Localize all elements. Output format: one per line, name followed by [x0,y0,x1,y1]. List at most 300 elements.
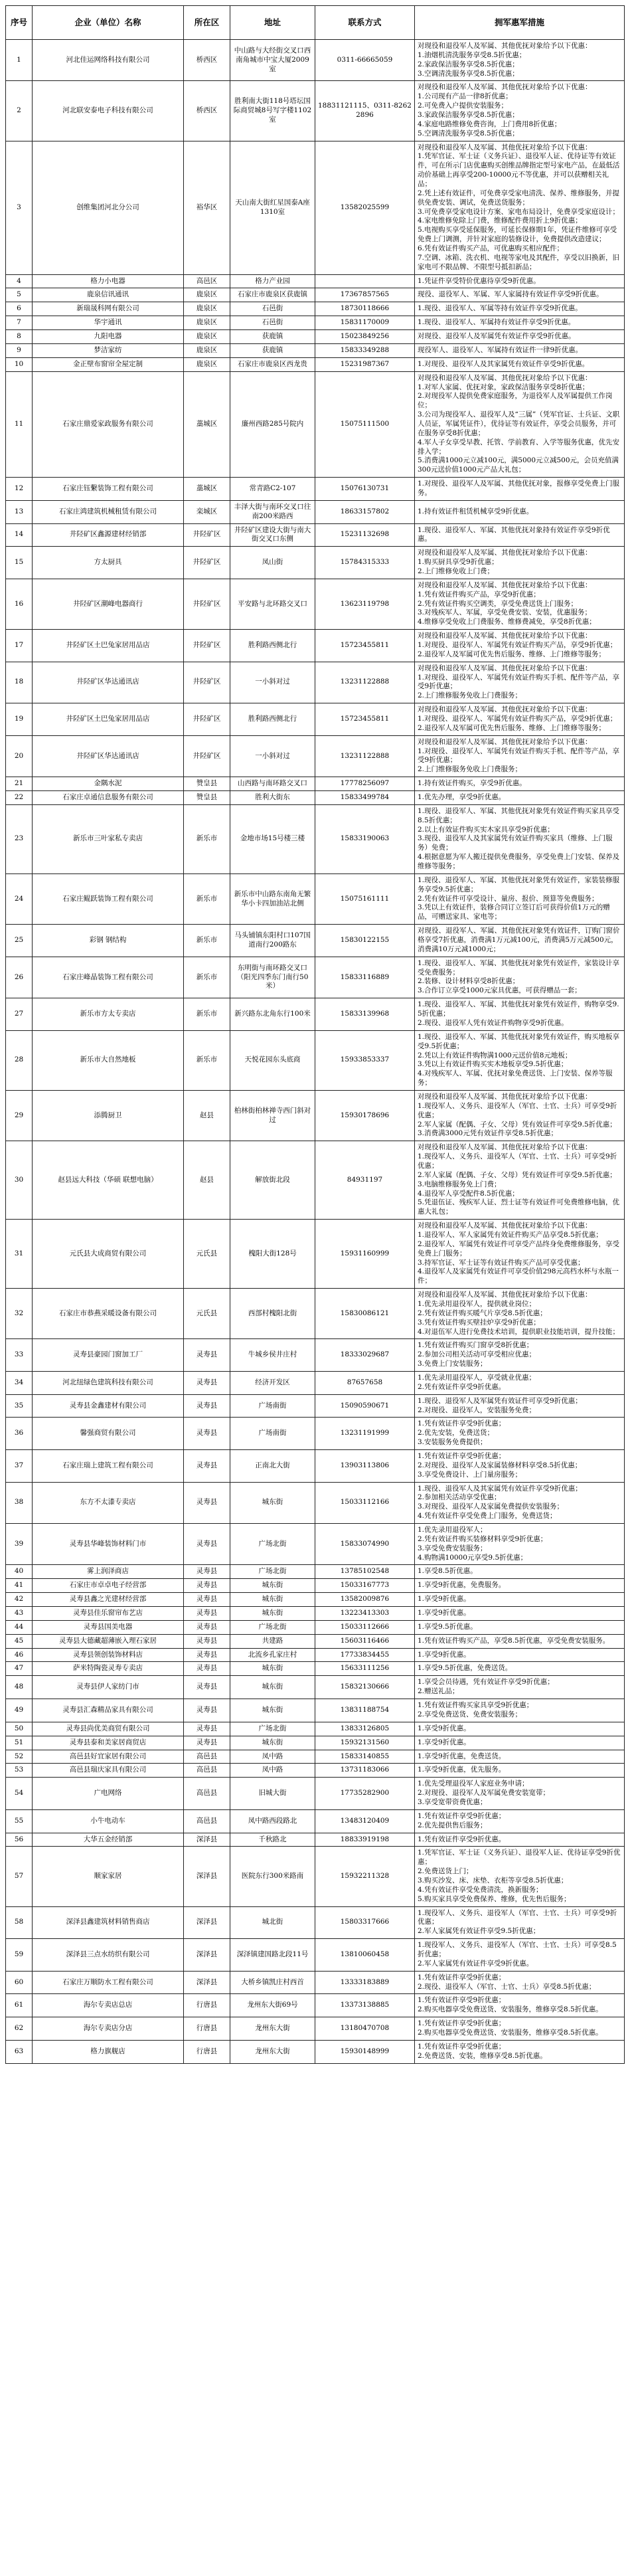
measures-cell: 1.享受9折优惠。 [415,1736,625,1750]
district-cell: 赵县 [184,1090,230,1141]
district-cell: 深泽县 [184,1906,230,1939]
address-cell: 龙州东大街69号 [230,1994,315,2017]
address-cell: 中山路与大经街交叉口西南角城市中宝大厦2009室 [230,40,315,81]
table-row [6,330,625,344]
address-cell: 胜利路西侧北行 [230,630,315,662]
table-row [6,1607,625,1621]
measures-cell: 对现役和退役军人及军属、其他优抚对象给予以下优惠： 1.对现役、退役军人、军属凭有效证件购买产品，享受9折优惠； 2.退役军人及军属可优先售后服务、维修、上门维修等服务； [415,703,625,736]
measures-cell: 现役、退役军人、军属、军人家属持有效证件享受9折优惠。 [415,288,625,302]
district-cell: 灵寿县 [184,1482,230,1523]
measures-cell: 1.现役、退役军人及军属凭有效证件可享受9折优惠； 2.对现役、退役军人，安装服务免费； [415,1394,625,1418]
measures-cell: 1.持有效证件租赁机械享受9折优惠。 [415,500,625,523]
contact-cell: 84931197 [315,1141,415,1220]
measures-cell: 1.现役、退役军人、军属等持有效证件享受9折优惠。 [415,302,625,316]
contact-cell: 13623119798 [315,579,415,629]
enterprise-cell: 海尔专卖店总店 [33,1994,184,2017]
address-cell: 城东街 [230,1699,315,1722]
enterprise-cell: 井陉矿区华达通讯店 [33,735,184,777]
measures-cell: 1.凭军官证、军士证（义务兵证）、退役军人证、优待证享受9折优惠； 2.免费送货上门； 3.购买沙发、床、床垫、衣柜等享受8.5折优惠； 4.凭有效证件享受免费清洗，换新服务； 5.购买家具享受免费保养、维修，优先售后服务； [415,1847,625,1906]
address-cell: 胜利大街东 [230,791,315,805]
serial-cell: 42 [6,1593,33,1607]
serial-cell: 15 [6,547,33,579]
enterprise-cell: 石家庄卓通信息服务有限公司 [33,791,184,805]
address-cell: 获鹿镇 [230,343,315,357]
enterprise-cell: 高邑县好宜家居有限公司 [33,1750,184,1764]
contact-cell: 15033167773 [315,1579,415,1593]
measures-cell: 1.凭有效证件享受9折优惠； 2.购买电器享受免费送货、安装服务，维修享受8.5折优惠。 [415,1994,625,2017]
measures-cell: 1.持有效证件购买，享受9折优惠。 [415,777,625,791]
serial-cell: 37 [6,1450,33,1483]
measures-cell: 1.现役、退役军人、军属、其他优抚对象持有效证件享受9折优惠。 [415,523,625,547]
address-cell: 解放街北段 [230,1141,315,1220]
address-cell: 广场北街 [230,1722,315,1736]
table-row [6,874,625,924]
district-cell: 井陉矿区 [184,630,230,662]
measures-cell: 对现役和退役军人及军属、其他优抚对象给予以下优惠： 1.对军人家属、优抚对象，家政保洁服务享受8折优惠； 2.对现役军人提供免费家庭服务，为退役军人及军属提供工作岗位； 3.公司为现役军人、退役军人及“三属”（凭军官证、士兵证、文职人员证，军属凭证件），优待证等有效证件，享受会员服务，并可在服务享受8折优惠； 4.军人子女享受早教、托管、学前教育、入学等服务优惠，优先安排入学； 5.消费满1000元立减100元，满5000元立减500元，会员充值满300元送价值1000元产品大礼包； [415,371,625,477]
address-cell: 城东街 [230,1662,315,1676]
enterprise-cell: 石家庄钰繫装饰工程有限公司 [33,478,184,501]
serial-cell: 28 [6,1030,33,1090]
measures-cell: 1.凭有效证件购买门窗享受8折优惠； 2.参加公司相关活动可享受相应优惠； 3.免费上门安装服务； [415,1339,625,1372]
enterprise-cell: 新乐市三叶家私专卖店 [33,804,184,874]
measures-cell: 1.现役军人、义务兵、退役军人（军官、士官、士兵）可享受9折优惠； 2.军人家属凭有效证件享受9.5折优惠； [415,1906,625,1939]
address-cell: 城东街 [230,1676,315,1699]
contact-cell: 15833140855 [315,1750,415,1764]
table-row [6,302,625,316]
district-cell: 行唐县 [184,2017,230,2041]
serial-cell: 59 [6,1939,33,1972]
header-address: 地址 [230,6,315,40]
district-cell: 新乐市 [184,998,230,1031]
measures-cell: 1.现役、退役军人、军属、其他优抚对象凭有效证件，家装设计享受免费服务； 2.装修、设计材料享受8折优惠； 3.合作订立享受1000元家具优惠，可获得赠品一套； [415,957,625,998]
table-row [6,1593,625,1607]
serial-cell: 22 [6,791,33,805]
address-cell: 马头铺镇东阳村口107国道南行200路东 [230,925,315,957]
serial-cell: 50 [6,1722,33,1736]
serial-cell: 56 [6,1833,33,1847]
district-cell: 新乐市 [184,957,230,998]
table-row [6,1394,625,1418]
address-cell: 牛城乡侯井庄村 [230,1339,315,1372]
enterprise-cell: 灵寿县泰和美家居商贸店 [33,1736,184,1750]
address-cell: 天悦花园东头底商 [230,1030,315,1090]
table-row [6,1418,625,1450]
table-row [6,478,625,501]
serial-cell: 6 [6,302,33,316]
address-cell: 深泽镇建国路北段11号 [230,1939,315,1972]
table-row [6,777,625,791]
contact-cell: 13231191999 [315,1418,415,1450]
address-cell: 广场北街 [230,1565,315,1579]
measures-cell: 对现役和退役军人及军属、其他优抚对象给予以下优惠： 1.公司现有产品一律8折优惠； 2.可免费入户提供安装服务； 3.家政保洁服务享受8.5折优惠； 4.家庭电路维修免费咨询，上门费用8折优惠； 5.空调清洗服务享受8.5折优惠； [415,81,625,141]
header-row [6,6,625,40]
contact-cell: 18333029687 [315,1339,415,1372]
measures-cell: 1.享受9折优惠，免费送货。 [415,1750,625,1764]
contact-cell: 15833349288 [315,343,415,357]
measures-cell: 对现役和退役军人及军属、其他优抚对象给予以下优惠： 1.现役军人、义务兵、退役军人（军官、士官、士兵）可享受9折优惠； 2.军人家属（配偶、子女、父母）凭有效证件可享受9.5折优惠； 3.消费满3000元凭有效证件享受8.5折优惠； [415,1090,625,1141]
contact-cell: 15023849256 [315,330,415,344]
address-cell: 石邑街 [230,316,315,330]
contact-cell: 13785102548 [315,1565,415,1579]
measures-cell: 对现役、退役军人、军属、其他优抚对象凭有效证件，订购门窗价格享受7折优惠，消费满1万元减100元，消费满5万元减500元，消费满10万元减1000元； [415,925,625,957]
serial-cell: 36 [6,1418,33,1450]
enterprise-cell: 元氏县大成商贸有限公司 [33,1220,184,1289]
measures-cell: 1.凭有效证件享受9折优惠； 2.优先提供售后服务； [415,1809,625,1833]
serial-cell: 33 [6,1339,33,1372]
address-cell: 城东街 [230,1607,315,1621]
district-cell: 鹿泉区 [184,330,230,344]
table-row [6,343,625,357]
enterprise-cell: 馨强商贸有限公司 [33,1418,184,1450]
table-row [6,1450,625,1483]
table-row [6,703,625,736]
measures-cell: 现役军人、退役军人、军属持有效证件一律9折优惠。 [415,343,625,357]
enterprise-cell: 灵寿县伊人家纺门市 [33,1676,184,1699]
serial-cell: 20 [6,735,33,777]
address-cell: 广场南街 [230,1418,315,1450]
enterprise-cell: 新乐市方太专卖店 [33,998,184,1031]
table-row [6,1764,625,1778]
district-cell: 井陉矿区 [184,547,230,579]
address-cell: 石家庄市鹿泉区西龙贵 [230,357,315,371]
serial-cell: 18 [6,662,33,703]
address-cell: 大桥乡镇凯庄村西首 [230,1971,315,1994]
enterprise-cell: 河北纽绿色建筑科技有限公司 [33,1372,184,1395]
measures-cell: 1.享受9折优惠，免费服务。 [415,1579,625,1593]
serial-cell: 60 [6,1971,33,1994]
address-cell: 平安路与北环路交叉口 [230,579,315,629]
table-row [6,1750,625,1764]
contact-cell: 13223413303 [315,1607,415,1621]
address-cell: 凤中路 [230,1764,315,1778]
address-cell: 丰泽大街与南环交叉口往南200米路西 [230,500,315,523]
contact-cell: 15830122155 [315,925,415,957]
enterprise-cell: 金正壁布窗帘全屋定制 [33,357,184,371]
measures-cell: 1.享受9.5折优惠，免费送货。 [415,1662,625,1676]
address-cell: 广场北街 [230,1524,315,1565]
address-cell: 槐阳大街128号 [230,1220,315,1289]
address-cell: 格力产业园 [230,274,315,288]
district-cell: 灵寿县 [184,1736,230,1750]
enterprise-cell: 石家庄峰晶装饰工程有限公司 [33,957,184,998]
measures-cell: 1.享受9折优惠。 [415,1648,625,1662]
measures-cell: 1.享受9折优惠。 [415,1593,625,1607]
table-row [6,1482,625,1523]
measures-cell: 1.对现役、退役军人及其家属凭有效证件享受9折优惠。 [415,357,625,371]
address-cell: 城东街 [230,1579,315,1593]
contact-cell: 13483120409 [315,1809,415,1833]
table-row [6,1833,625,1847]
table-row [6,547,625,579]
serial-cell: 24 [6,874,33,924]
serial-cell: 23 [6,804,33,874]
table-row [6,1699,625,1722]
address-cell: 新乐市中山路东南角无繁华小卡四加油站北侧 [230,874,315,924]
enterprise-cell: 赵县远大科技（华硕 联想电脑） [33,1141,184,1220]
district-cell: 新乐市 [184,804,230,874]
table-body [6,40,625,2064]
contact-cell: 15930178696 [315,1090,415,1141]
measures-cell: 对现役和退役军人及军属、其他优抚对象给予以下优惠： 1.对现役、退役军人、军属凭有效证件购买手机、配件等产品，享受9折优惠； 2.上门维修服务免收上门费服务； [415,735,625,777]
serial-cell: 31 [6,1220,33,1289]
serial-cell: 13 [6,500,33,523]
contact-cell: 15933853337 [315,1030,415,1090]
enterprise-cell: 小牛电动车 [33,1809,184,1833]
district-cell: 灵寿县 [184,1565,230,1579]
table-row [6,1634,625,1648]
address-cell: 龙州东大街 [230,2017,315,2041]
measures-cell: 1.享受9.5折优惠。 [415,1620,625,1634]
contact-cell: 15090590671 [315,1394,415,1418]
table-row [6,1372,625,1395]
serial-cell: 43 [6,1607,33,1621]
enterprise-cell: 井陉矿区鑫源建材经销部 [33,523,184,547]
contact-cell: 15033112166 [315,1482,415,1523]
measures-cell: 1.优先受理退役军人家庭业务申请； 2.对现役、退役军人及军属免费安装宽带； 3.享受宽带资费优惠； [415,1778,625,1810]
serial-cell: 46 [6,1648,33,1662]
serial-cell: 10 [6,357,33,371]
district-cell: 灵寿县 [184,1722,230,1736]
enterprise-cell: 灵寿县华峰装饰材料门市 [33,1524,184,1565]
serial-cell: 26 [6,957,33,998]
address-cell: 凤山街 [230,547,315,579]
district-cell: 灵寿县 [184,1593,230,1607]
contact-cell: 13833126805 [315,1722,415,1736]
table-row [6,957,625,998]
contact-cell: 15831170009 [315,316,415,330]
address-cell: 北流乡孔家庄村 [230,1648,315,1662]
address-cell: 井陉矿区建设大街与南大街交叉口东侧 [230,523,315,547]
address-cell: 城东街 [230,1482,315,1523]
enterprise-cell: 广电网络 [33,1778,184,1810]
serial-cell: 38 [6,1482,33,1523]
serial-cell: 12 [6,478,33,501]
district-cell: 灵寿县 [184,1607,230,1621]
serial-cell: 9 [6,343,33,357]
enterprise-cell: 井陉矿区华达通讯店 [33,662,184,703]
table-row [6,1676,625,1699]
district-cell: 行唐县 [184,1994,230,2017]
serial-cell: 21 [6,777,33,791]
enterprise-cell: 海尔专卖店分店 [33,2017,184,2041]
district-cell: 井陉矿区 [184,523,230,547]
district-cell: 深泽县 [184,1971,230,1994]
serial-cell: 61 [6,1994,33,2017]
measures-cell: 对现役和退役军人及军属、其他优抚对象给予以下优惠： 1.对现役、退役军人、军属凭有效证件购买产品，享受9折优惠； 2.退役军人及军属可优先售后服务、维修、上门维修等服务； [415,630,625,662]
serial-cell: 41 [6,1579,33,1593]
measures-cell: 1.对现役、退役军人及军属、其他优抚对象，报修享受免费上门服务。 [415,478,625,501]
district-cell: 灵寿县 [184,1699,230,1722]
table-row [6,1971,625,1994]
serial-cell: 62 [6,2017,33,2041]
enterprise-cell: 方太厨具 [33,547,184,579]
enterprise-cell: 石家庄市恭燕采暖设备有限公司 [33,1289,184,1339]
serial-cell: 44 [6,1620,33,1634]
measures-cell: 1.凭有效证件享受9折优惠； 2.优先安装，免费送货； 3.安装服务免费提供； [415,1418,625,1450]
district-cell: 灵寿县 [184,1634,230,1648]
address-cell: 广场南街 [230,1394,315,1418]
district-cell: 灵寿县 [184,1579,230,1593]
district-cell: 新乐市 [184,1030,230,1090]
district-cell: 灵寿县 [184,1450,230,1483]
district-cell: 灵寿县 [184,1394,230,1418]
table-row [6,1722,625,1736]
district-cell: 深泽县 [184,1939,230,1972]
serial-cell: 32 [6,1289,33,1339]
address-cell: 天山南大街红星国泰A座1310室 [230,141,315,274]
table-row [6,1994,625,2017]
address-cell: 获鹿镇 [230,330,315,344]
address-cell: 凤中路 [230,1750,315,1764]
address-cell: 柏林街柏林禅寺西门斜对过 [230,1090,315,1141]
contact-cell: 13180470708 [315,2017,415,2041]
measures-cell: 1.现役、退役军人、军属、其他优抚对象凭有效证件，购买地板享受9.5折优惠； 2.凭以上有效证件购物满1000元送价值8元地板； 3.凭以上有效证件购买实木地板享受9.5折优惠； 4.对残疾军人、军属、优抚对象免费送货、上门安装、保养等服务； [415,1030,625,1090]
district-cell: 鹿泉区 [184,302,230,316]
serial-cell: 51 [6,1736,33,1750]
table-row [6,1736,625,1750]
contact-cell: 13373138885 [315,1994,415,2017]
measures-cell: 1.凭有效证件购买产品，享受8.5折优惠，享受免费安装服务。 [415,1634,625,1648]
contact-cell [315,274,415,288]
measures-cell: 1.优先录用退役军人； 2.凭有效证件购买装修材料享受9折优惠； 3.享受免费安装服务； 4.购物满10000元享受9.5折优惠； [415,1524,625,1565]
table-row [6,274,625,288]
table-row [6,288,625,302]
serial-cell: 5 [6,288,33,302]
table-row [6,925,625,957]
district-cell: 灵寿县 [184,1648,230,1662]
measures-cell: 1.凭有效证件享受9折优惠； 2.购买电器享受免费送货、安装服务，维修享受8.5折优惠。 [415,2017,625,2041]
contact-cell: 15784315333 [315,547,415,579]
measures-cell: 1.享受9折优惠。 [415,1607,625,1621]
contact-cell: 15033112666 [315,1620,415,1634]
serial-cell: 49 [6,1699,33,1722]
enterprise-cell: 灵寿县尚优美商贸有限公司 [33,1722,184,1736]
district-cell: 藁城区 [184,478,230,501]
contact-cell: 17778256097 [315,777,415,791]
measures-cell: 对现役、退役军人及军属凭有效证件享受9折优惠。 [415,330,625,344]
address-cell: 一小斜对过 [230,735,315,777]
district-cell: 桥西区 [184,81,230,141]
measures-cell: 1.现役军人、义务兵、退役军人（军官、士官、士兵）可享受8.5折优惠； 2.军人家属凭有效证件享受9折优惠。 [415,1939,625,1972]
address-cell: 城东街 [230,1736,315,1750]
header-serial: 序号 [6,6,33,40]
address-cell: 广场北街 [230,1620,315,1634]
contact-cell: 13582009876 [315,1593,415,1607]
table-row [6,1648,625,1662]
table-row [6,1778,625,1810]
address-cell: 常青路C2-107 [230,478,315,501]
district-cell: 高邑县 [184,1750,230,1764]
enterprise-cell: 灵寿县大德藏超薄嵌入理石家居 [33,1634,184,1648]
measures-cell: 1.优先办理，享受9折优惠。 [415,791,625,805]
enterprise-cell: 东方不太漆专卖店 [33,1482,184,1523]
page [5,5,625,2064]
serial-cell: 47 [6,1662,33,1676]
serial-cell: 19 [6,703,33,736]
contact-cell: 18833919198 [315,1833,415,1847]
table-row [6,735,625,777]
contact-cell: 15231987367 [315,357,415,371]
table-row [6,804,625,874]
table-row [6,500,625,523]
enterprise-cell: 深泽县三点水纺织有限公司 [33,1939,184,1972]
address-cell: 龙州东大街 [230,2040,315,2063]
header-enterprise: 企业（单位）名称 [33,6,184,40]
serial-cell: 4 [6,274,33,288]
enterprise-cell: 新瑞晟科网有限公司 [33,302,184,316]
address-cell: 东明街与南环路交叉口（阳光四季东门南行50米） [230,957,315,998]
address-cell: 新兴路东北角东行100米 [230,998,315,1031]
contact-cell: 18633157802 [315,500,415,523]
contact-cell: 15932131560 [315,1736,415,1750]
district-cell: 赞皇县 [184,777,230,791]
serial-cell: 55 [6,1809,33,1833]
enterprise-cell: 新乐市大自然地板 [33,1030,184,1090]
measures-cell: 对现役和退役军人及军属、其他优抚对象给予以下优惠： 1.退役军人、军人家属凭有效证件购买产品享受8.5折优惠； 2.退役军人、军属凭有效证件可享受产品终身免费维修服务，享受免费上门服务； 3.持军官证、军士证等有效证件购买产品可享受优惠； 4.退役军人及家属凭有效证件可享受价值298元高档水杯与水瓶一件； [415,1220,625,1289]
enterprise-cell: 顺家家居 [33,1847,184,1906]
serial-cell: 25 [6,925,33,957]
district-cell: 灵寿县 [184,1676,230,1699]
measures-cell: 对现役和退役军人及军属、其他优抚对象给予以下优惠： 1.凭军官证、军士证（义务兵证）、退役军人证、优待证等有效证件，可在所示门店优惠购买创维品牌指定型号家电产品，在最低活动价基础上再享受200-10000元不等优惠，并可以获赠相关礼品； 2.凭上述有效证件，可免费享受家电清洗、保养、维修服务，并提供免费安装、调试，免费送货服务； 3.可免费享受家电设计方案、家电布局设计，免费享受家庭设计； 4.家电维修免除上门费，维修配件费用折上9折优惠； 5.电视购买享受延保服务，可延长保修期1年，凭证件维修可享受免费上门调测，并针对家庭的装修设计，免费提供改造建议； 6.凭有效证件购买产品，可优惠购买相应配件； 7.空调、冰箱、洗衣机、电视等家电及其配件，享受以旧换新，旧家电可不限品牌、不限型号抵扣新品； [415,141,625,274]
enterprise-cell: 金隅水泥 [33,777,184,791]
contact-cell: 17735282900 [315,1778,415,1810]
table-row [6,1565,625,1579]
contact-cell: 13731183066 [315,1764,415,1778]
serial-cell: 17 [6,630,33,662]
enterprise-cell: 石家庄鲲跃装饰工程有限公司 [33,874,184,924]
measures-cell: 1.享受9折优惠。 [415,1722,625,1736]
contact-cell: 15830086121 [315,1289,415,1339]
enterprise-cell: 高邑县瑞庆家具有限公司 [33,1764,184,1778]
table-row [6,1220,625,1289]
address-cell: 金地市场15号楼三楼 [230,804,315,874]
table-row [6,998,625,1031]
contact-cell: 18730118666 [315,302,415,316]
district-cell: 栾城区 [184,500,230,523]
table-row [6,1289,625,1339]
table-row [6,579,625,629]
serial-cell: 11 [6,371,33,477]
contact-cell: 13231122888 [315,735,415,777]
contact-cell: 15931160999 [315,1220,415,1289]
measures-cell: 1.凭有效证件享受9折优惠； 2.免费送货、安装，维修享受8.5折优惠。 [415,2040,625,2063]
serial-cell: 48 [6,1676,33,1699]
serial-cell: 2 [6,81,33,141]
contact-cell: 18831121115、0311-82622896 [315,81,415,141]
enterprise-cell: 格力小电器 [33,274,184,288]
enterprise-cell: 河北佳运网络科技有限公司 [33,40,184,81]
address-cell: 胜利南大街118号塔坛国际商贸城8号写字楼1102室 [230,81,315,141]
address-cell: 一小斜对过 [230,662,315,703]
address-cell: 正南北大街 [230,1450,315,1483]
military-benefits-table [5,5,625,2064]
serial-cell: 54 [6,1778,33,1810]
serial-cell: 3 [6,141,33,274]
serial-cell: 29 [6,1090,33,1141]
table-row [6,1090,625,1141]
district-cell: 高邑区 [184,274,230,288]
enterprise-cell: 河北联安泰电子科技有限公司 [33,81,184,141]
address-cell: 千秋路北 [230,1833,315,1847]
district-cell: 井陉矿区 [184,662,230,703]
contact-cell: 15231132698 [315,523,415,547]
contact-cell: 15833499784 [315,791,415,805]
district-cell: 鹿泉区 [184,288,230,302]
contact-cell: 15833116889 [315,957,415,998]
enterprise-cell: 灵寿县领创装饰材料店 [33,1648,184,1662]
district-cell: 灵寿县 [184,1620,230,1634]
serial-cell: 8 [6,330,33,344]
